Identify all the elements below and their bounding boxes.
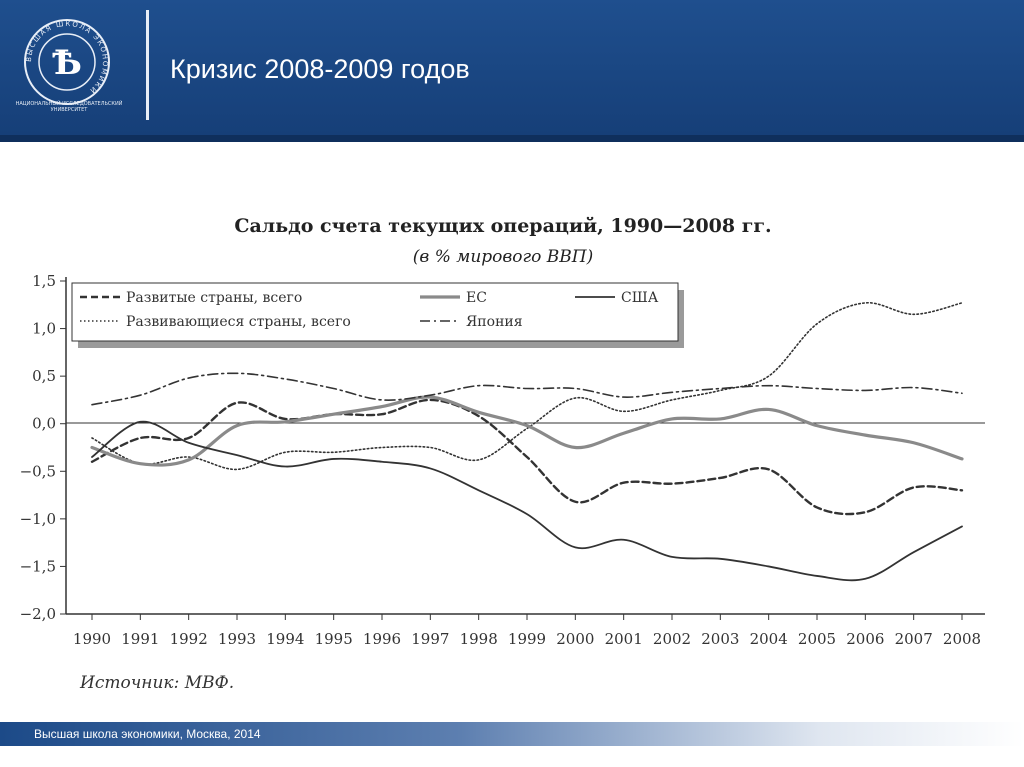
legend-label: США (621, 290, 659, 306)
header-divider (146, 10, 149, 120)
logo-letter: Ѣ (52, 43, 82, 83)
logo-caption: НАЦИОНАЛЬНЫЙ ИССЛЕДОВАТЕЛЬСКИЙ УНИВЕРСИТЕТ (15, 101, 123, 113)
svg-text:ВЫСШАЯ ШКОЛА ЭКОНОМИКИ: ВЫСШАЯ ШКОЛА ЭКОНОМИКИ (24, 19, 110, 96)
x-tick-label: 1995 (314, 630, 353, 648)
legend-label: Развивающиеся страны, всего (126, 314, 351, 330)
y-tick-label: −2,0 (19, 605, 56, 623)
x-tick-label: 2000 (556, 630, 595, 648)
y-tick-label: −0,5 (19, 462, 56, 481)
chart-title: Сальдо счета текущих операций, 1990—2008 гг. (234, 215, 772, 237)
x-tick-label: 1996 (362, 630, 402, 648)
x-tick-label: 2004 (749, 630, 788, 648)
series-line-solid-thick (92, 397, 962, 465)
legend (72, 283, 684, 348)
footer-text: Высшая школа экономики, Москва, 2014 (34, 727, 261, 741)
x-tick-label: 1998 (459, 630, 498, 648)
y-axis-ticks (20, 272, 66, 623)
x-tick-label: 1990 (72, 630, 112, 648)
legend-label: ЕС (466, 290, 487, 306)
x-tick-label: 2001 (604, 630, 643, 648)
series-line-dashdot (92, 373, 962, 404)
x-tick-label: 2002 (652, 630, 692, 648)
y-tick-label: 0,5 (32, 367, 56, 386)
x-tick-label: 2003 (701, 630, 740, 648)
x-tick-label: 1993 (217, 630, 257, 648)
page-title: Кризис 2008-2009 годов (170, 54, 470, 84)
current-account-chart (0, 145, 1024, 720)
x-tick-label: 2006 (846, 630, 885, 648)
x-tick-label: 1991 (121, 630, 160, 648)
y-tick-label: 1,0 (32, 319, 56, 338)
y-tick-label: 0,0 (32, 414, 56, 433)
x-tick-label: 2005 (797, 630, 837, 648)
x-tick-label: 1997 (411, 630, 450, 648)
series-line-solid (92, 422, 962, 581)
x-tick-label: 2008 (942, 630, 982, 648)
legend-label: Япония (466, 314, 523, 330)
header-stripe (0, 135, 1024, 142)
university-logo (22, 12, 112, 112)
legend-label: Развитые страны, всего (126, 290, 303, 306)
header-bar (0, 0, 1024, 135)
series-line-dashed (92, 400, 962, 514)
x-tick-label: 1992 (169, 630, 208, 648)
y-tick-label: −1,5 (19, 557, 56, 576)
x-tick-label: 2007 (894, 630, 933, 648)
x-axis-ticks (73, 614, 981, 648)
x-tick-label: 1994 (266, 630, 305, 648)
x-tick-label: 1999 (507, 630, 547, 648)
y-tick-label: 1,5 (32, 272, 56, 290)
chart-source: Источник: МВФ. (80, 673, 235, 693)
chart-subtitle: (в % мирового ВВП) (412, 247, 594, 267)
y-tick-label: −1,0 (19, 509, 56, 528)
